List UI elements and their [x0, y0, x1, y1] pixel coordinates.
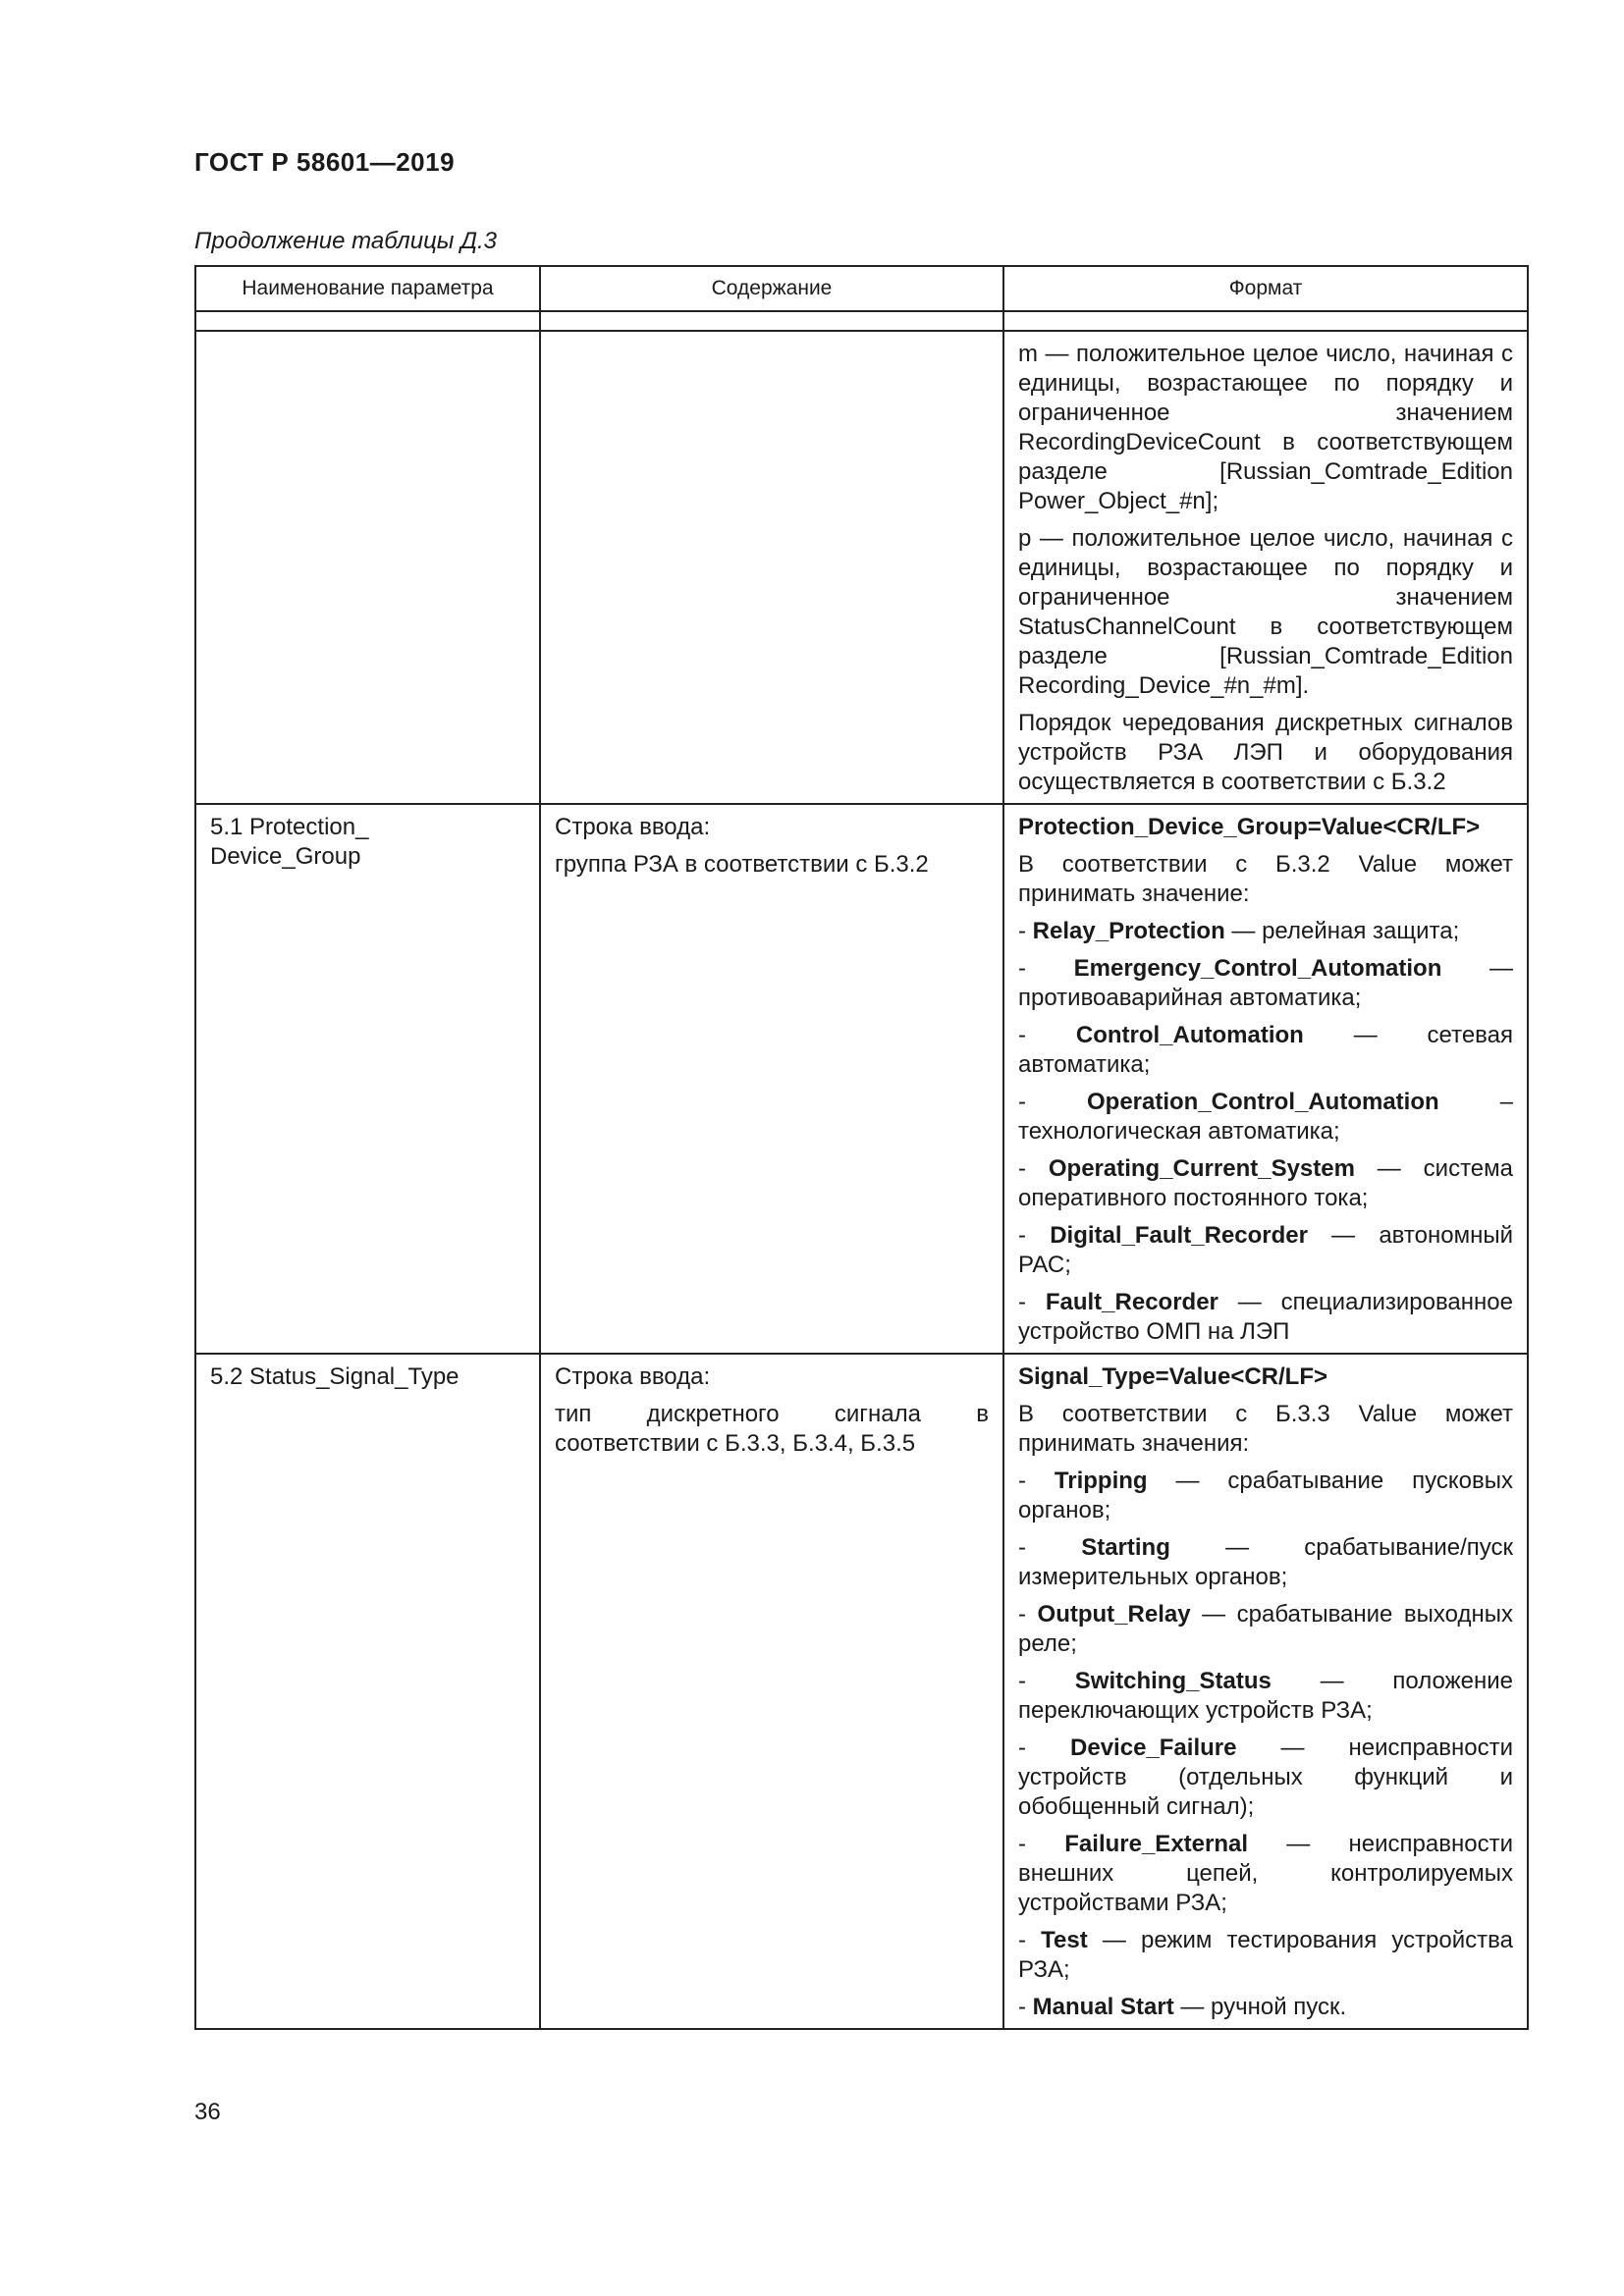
page-number: 36: [194, 2099, 221, 2125]
list-item: - Operating_Current_System — система оперативного постоянного тока;: [1018, 1155, 1513, 1211]
format-paragraph: Порядок чередования дискретных сигналов устройств РЗА ЛЭП и оборудования осуществляется в соответствии с Б.3.2: [1018, 710, 1513, 795]
cell-content: [540, 1354, 1003, 2029]
cell-format: [1003, 331, 1528, 804]
value-term: Operating_Current_System: [1048, 1155, 1355, 1182]
parameters-table: [194, 265, 1529, 2030]
cell-name: [195, 331, 540, 804]
cell-content: [540, 804, 1003, 1354]
format-paragraph: m — положительное целое число, начиная с единицы, возрастающее по порядку и ограниченное значением RecordingDeviceCount в соответствующем разделе [Russian_Comtrade_Edition Power_Object_#n];: [1018, 341, 1513, 514]
value-term: Relay_Protection: [1032, 918, 1225, 944]
table-row: [195, 1354, 1528, 2029]
value-term: Emergency_Control_Automation: [1073, 955, 1442, 982]
list-item: - Test — режим тестирования устройства РЗА;: [1018, 1927, 1513, 1983]
list-item: - Fault_Recorder — специализированное устройство ОМП на ЛЭП: [1018, 1289, 1513, 1345]
cell-format: [1003, 1354, 1528, 2029]
content-line: Строка ввода:: [555, 1363, 711, 1390]
list-item: - Operation_Control_Automation –технологическая автоматика;: [1018, 1089, 1513, 1145]
value-term: Output_Relay: [1037, 1601, 1191, 1628]
value-term: Control_Automation: [1075, 1022, 1304, 1048]
column-header-format: Формат: [1003, 266, 1528, 311]
value-term: Failure_External: [1064, 1831, 1249, 1857]
list-item: - Tripping — срабатывание пусковых органов;: [1018, 1468, 1513, 1523]
value-term: Operation_Control_Automation: [1086, 1089, 1439, 1115]
table-header-row: [195, 266, 1528, 311]
column-header-content: Содержание: [540, 266, 1003, 311]
value-term: Test: [1041, 1927, 1088, 1953]
value-term: Manual Start: [1032, 1994, 1174, 2020]
list-item: - Output_Relay — срабатывание выходных реле;: [1018, 1601, 1513, 1657]
content-line: группа РЗА в соответствии с Б.3.2: [555, 851, 929, 878]
value-term: Switching_Status: [1074, 1668, 1272, 1694]
content-line: Строка ввода:: [555, 814, 711, 840]
cell-format: [1003, 804, 1528, 1354]
list-item: - Failure_External — неисправности внешних цепей, контролируемых устройствами РЗА;: [1018, 1831, 1513, 1916]
list-item: - Digital_Fault_Recorder — автономный РАС;: [1018, 1222, 1513, 1278]
list-item: - Relay_Protection — релейная защита;: [1018, 918, 1460, 944]
cell-name: 5.1 Protection_ Device_Group: [195, 804, 540, 1354]
table-caption: Продолжение таблицы Д.3: [194, 228, 498, 254]
format-syntax: Signal_Type=Value<CR/LF>: [1018, 1363, 1327, 1390]
value-term: Device_Failure: [1070, 1735, 1237, 1761]
format-syntax: Protection_Device_Group=Value<CR/LF>: [1018, 814, 1481, 840]
format-paragraph: p — положительное целое число, начиная с единицы, возрастающее по порядку и ограниченное значением StatusChannelCount в соответствующем разделе [Russian_Comtrade_Edition Recording_Device_#n_#m].: [1018, 525, 1513, 699]
value-term: Tripping: [1054, 1468, 1148, 1494]
table-row: [195, 804, 1528, 1354]
list-item: - Starting — срабатывание/пуск измерительных органов;: [1018, 1534, 1513, 1590]
list-item: - Control_Automation — сетевая автоматика;: [1018, 1022, 1513, 1078]
list-item: - Manual Start — ручной пуск.: [1018, 1994, 1347, 2020]
content-line: тип дискретного сигнала в соответствии с Б.3.3, Б.3.4, Б.3.5: [555, 1401, 989, 1457]
format-intro: В соответствии с Б.3.3 Value может принимать значения:: [1018, 1401, 1513, 1457]
list-item: - Switching_Status — положение переключающих устройств РЗА;: [1018, 1668, 1513, 1724]
cell-content: [540, 331, 1003, 804]
cell-name: 5.2 Status_Signal_Type: [195, 1354, 540, 2029]
document-title: ГОСТ Р 58601—2019: [194, 147, 456, 177]
list-item: - Device_Failure — неисправности устройств (отдельных функций и обобщенный сигнал);: [1018, 1735, 1513, 1820]
format-intro: В соответствии с Б.3.2 Value может принимать значение:: [1018, 851, 1513, 907]
column-header-name: Наименование параметра: [195, 266, 540, 311]
list-item: - Emergency_Control_Automation — противоаварийная автоматика;: [1018, 955, 1513, 1011]
value-term: Fault_Recorder: [1045, 1289, 1218, 1315]
table-row: [195, 331, 1528, 804]
value-term: Starting: [1081, 1534, 1170, 1561]
header-separator: [195, 311, 1528, 331]
value-term: Digital_Fault_Recorder: [1050, 1222, 1308, 1249]
